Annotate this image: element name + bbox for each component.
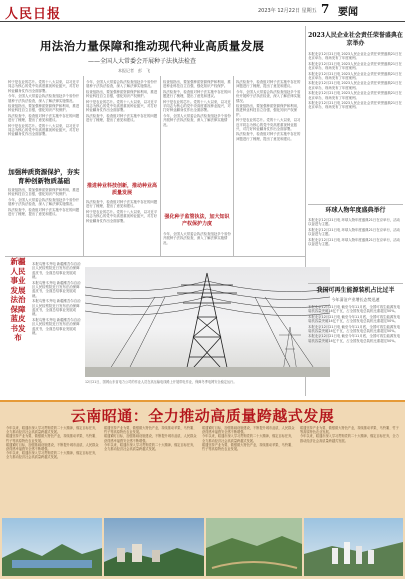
lead-subhead: ——全国人大常委会开展种子法执法检查 (88, 58, 197, 65)
vertical-article-title: 新疆人民事业发展法治保障蓝皮书发布 (10, 257, 26, 342)
right-article-title: 2023人民企业社会责任荣誉盛典在京举办 (308, 32, 403, 47)
vertical-article-body: 本报乌鲁木齐电 新疆维吾尔自治区人民检察院近日发布法治保障蓝皮书，全面总结事业发展成就。 本报乌鲁木齐电 新疆维吾尔自治区人民检察院近日发布法治保障蓝皮书，全面总结事业发展成就。 本报乌鲁木齐电 新疆维吾尔自治区人民检察院近日发布法治保障蓝皮书，全面总结事业发展成就。 本报乌鲁木齐电 新疆维吾尔自治区人民检察院近日发布法治保障蓝皮书，全面总结事业发展成就。 (32, 262, 81, 336)
lead-body-column: 种子是农业的芯片。党的十八大以来，以习近平同志为核心的党中央高度重视种业振兴，对打好种业翻身仗作出全面部署。 今年，全国人大常委会执法检查组赴多个省份开展种子法执法检查，深入了解法律实施情况。 检查组指出，要加强种质资源保护和利用，推进种业科技自立自强，强化知识产权保护。 执法检查中，检查组对种子法实施中存在的问题进行了梳理，提出了意见和建议。 种子是农业的芯片。党的十八大以来，以习近平同志为核心的党中央高度重视种业振兴，对打好种业翻身仗作出全面部署。 (8, 80, 80, 137)
advertorial-body: 今年以来，昭通市深入学习贯彻党的二十大精神，锚定目标任务，全力推动经济社会高质量跨越式发展。 昭通坚持产业为要，做强做大特色产业，持续推动苹果、马铃薯、竹子等高原特色农业发展。 昭通紧盯目标，加强基础设施建设，不断提升城市品质，人民群众获得感幸福感安全感不断增强。 今年以来，昭通市深入学习贯彻党的二十大精神，锚定目标任务，全力推动经济社会高质量跨越式发展。 (6, 426, 99, 460)
lead-side-heading: 加强种质资源保护，夯实育种创新物质基础 (8, 168, 80, 185)
photo-caption: 12月21日，国网山东省电力公司的作业人员在高压输电线路上开展带电作业，保障冬季电网安全稳定运行。 (85, 380, 237, 384)
advertorial-title: 云南昭通：全力推动高质量跨越式发展 (70, 407, 335, 425)
section-rule (5, 256, 305, 257)
lead-body-column: 执法检查中，检查组对种子法实施中存在的问题进行了梳理，提出了意见和建议。 种子是农业的芯片。党的十八大以来，以习近平同志为核心的党中央高度重视种业振兴，对打好种业翻身仗作出全面部署。 (86, 200, 158, 223)
pull-quote: 推进种业科技创新，推动种业高质量发展 (86, 183, 157, 196)
advertorial-photo-strip (2, 518, 403, 576)
lead-byline: 本报记者 彭 飞 (118, 68, 150, 73)
column-rule (233, 76, 234, 256)
advertorial-body: 昭通坚持产业为要，做强做大特色产业，持续推动苹果、马铃薯、竹子等高原特色农业发展。 今年以来，昭通市深入学习贯彻党的二十大精神，锚定目标任务，全力推动经济社会高质量跨越式发展。 (300, 426, 399, 443)
advertorial-body: 昭通坚持产业为要，做强做大特色产业，持续推动苹果、马铃薯、竹子等高原特色农业发展。 昭通紧盯目标，加强基础设施建设，不断提升城市品质，人民群众获得感幸福感安全感不断增强。 今年以来，昭通市深入学习贯彻党的二十大精神，锚定目标任务，全力推动经济社会高质量跨越式发展。 (104, 426, 197, 452)
lead-body-column: 检查组指出，要加强种质资源保护和利用，推进种业科技自立自强，强化知识产权保护。 今年，全国人大常委会执法检查组赴多个省份开展种子法执法检查，深入了解法律实施情况。 执法检查中，检查组对种子法实施中存在的问题进行了梳理，提出了意见和建议。 (8, 188, 80, 217)
right-article-body: 本报北京12月21日电 截至今年11月底，全国可再生能源发电装机容量突破14亿千瓦，占全国发电总装机比重超过50%。 本报北京12月21日电 截至今年11月底，全国可再生能源发电装机容量突破14亿千瓦，占全国发电总装机比重超过50%。 本报北京12月21日电 截至今年11月底，全国可再生能源发电装机容量突破14亿千瓦，占全国发电总装机比重超过50%。 本报北京12月21日电 截至今年11月底，全国可再生能源发电装机容量突破14亿千瓦，占全国发电总装机比重超过50%。 (308, 305, 401, 343)
page-section: 要闻 (338, 7, 358, 18)
lead-body-column: 今年，全国人大常委会执法检查组赴多个省份开展种子法执法检查，深入了解法律实施情况。 检查组指出，要加强种质资源保护和利用，推进种业科技自立自强，强化知识产权保护。 种子是农业的芯片。党的十八大以来，以习近平同志为核心的党中央高度重视种业振兴，对打好种业翻身仗作出全面部署。 执法检查中，检查组对种子法实施中存在的问题进行了梳理，提出了意见和建议。 (86, 80, 158, 123)
landscape-photos (2, 518, 403, 576)
lead-body-column: 执法检查中，检查组对种子法实施中存在的问题进行了梳理，提出了意见和建议。 今年，全国人大常委会执法检查组赴多个省份开展种子法执法检查，深入了解法律实施情况。 检查组指出，要加强种质资源保护和利用，推进种业科技自立自强，强化知识产权保护。 种子是农业的芯片。党的十八大以来，以习近平同志为核心的党中央高度重视种业振兴，对打好种业翻身仗作出全面部署。 执法检查中，检查组对种子法实施中存在的问题进行了梳理，提出了意见和建议。 (236, 80, 301, 141)
issue-date: 2023年 12月22日 星期五 (258, 8, 317, 14)
power-tower-illustration (85, 267, 330, 377)
news-photo (85, 267, 330, 377)
advertorial-body: 昭通紧盯目标，加强基础设施建设，不断提升城市品质，人民群众获得感幸福感安全感不断增强。 今年以来，昭通市深入学习贯彻党的二十大精神，锚定目标任务，全力推动经济社会高质量跨越式发展。 昭通坚持产业为要，做强做大特色产业，持续推动苹果、马铃薯、竹子等高原特色农业发展。 (202, 426, 295, 452)
newspaper-logo: 人民日报 (5, 7, 62, 22)
column-rule (160, 76, 161, 256)
section-rule (308, 283, 403, 284)
right-article-title: 我国可再生能源装机占比过半 (316, 287, 395, 294)
right-article-subtitle: 今年清洁产业增长态势迅速 (331, 297, 380, 302)
page-number: 7 (321, 2, 330, 16)
right-article-title: 环球人物年度盛典举行 (325, 207, 386, 214)
right-article-body: 本报北京12月21日电 2023人民企业社会责任荣誉盛典21日在北京举办，现场发布了年度案例。 本报北京12月21日电 2023人民企业社会责任荣誉盛典21日在北京举办，现场发布了年度案例。 本报北京12月21日电 2023人民企业社会责任荣誉盛典21日在北京举办，现场发布了年度案例。 本报北京12月21日电 2023人民企业社会责任荣誉盛典21日在北京举办，现场发布了年度案例。 本报北京12月21日电 2023人民企业社会责任荣誉盛典21日在北京举办，现场发布了年度案例。 本报北京12月21日电 2023人民企业社会责任荣誉盛典21日在北京举办，现场发布了年度案例。 (308, 52, 402, 110)
right-article-body: 本报北京12月21日电 环球人物年度盛典21日在京举行，活动以奋进为主题。 本报北京12月21日电 环球人物年度盛典21日在京举行，活动以奋进为主题。 本报北京12月21日电 环球人物年度盛典21日在京举行，活动以奋进为主题。 (308, 218, 401, 247)
pull-quote: 强化种子监管执法，加大知识产权保护力度 (164, 214, 230, 227)
section-rule (308, 204, 403, 205)
lead-headline: 用法治力量保障和推动现代种业高质量发展 (40, 39, 265, 53)
lead-body-column: 检查组指出，要加强种质资源保护和利用，推进种业科技自立自强，强化知识产权保护。 执法检查中，检查组对种子法实施中存在的问题进行了梳理，提出了意见和建议。 种子是农业的芯片。党的十八大以来，以习近平同志为核心的党中央高度重视种业振兴，对打好种业翻身仗作出全面部署。 今年，全国人大常委会执法检查组赴多个省份开展种子法执法检查，深入了解法律实施情况。 (163, 80, 231, 127)
column-rule (83, 76, 84, 256)
lead-body-column: 今年，全国人大常委会执法检查组赴多个省份开展种子法执法检查，深入了解法律实施情况。 (163, 232, 231, 245)
